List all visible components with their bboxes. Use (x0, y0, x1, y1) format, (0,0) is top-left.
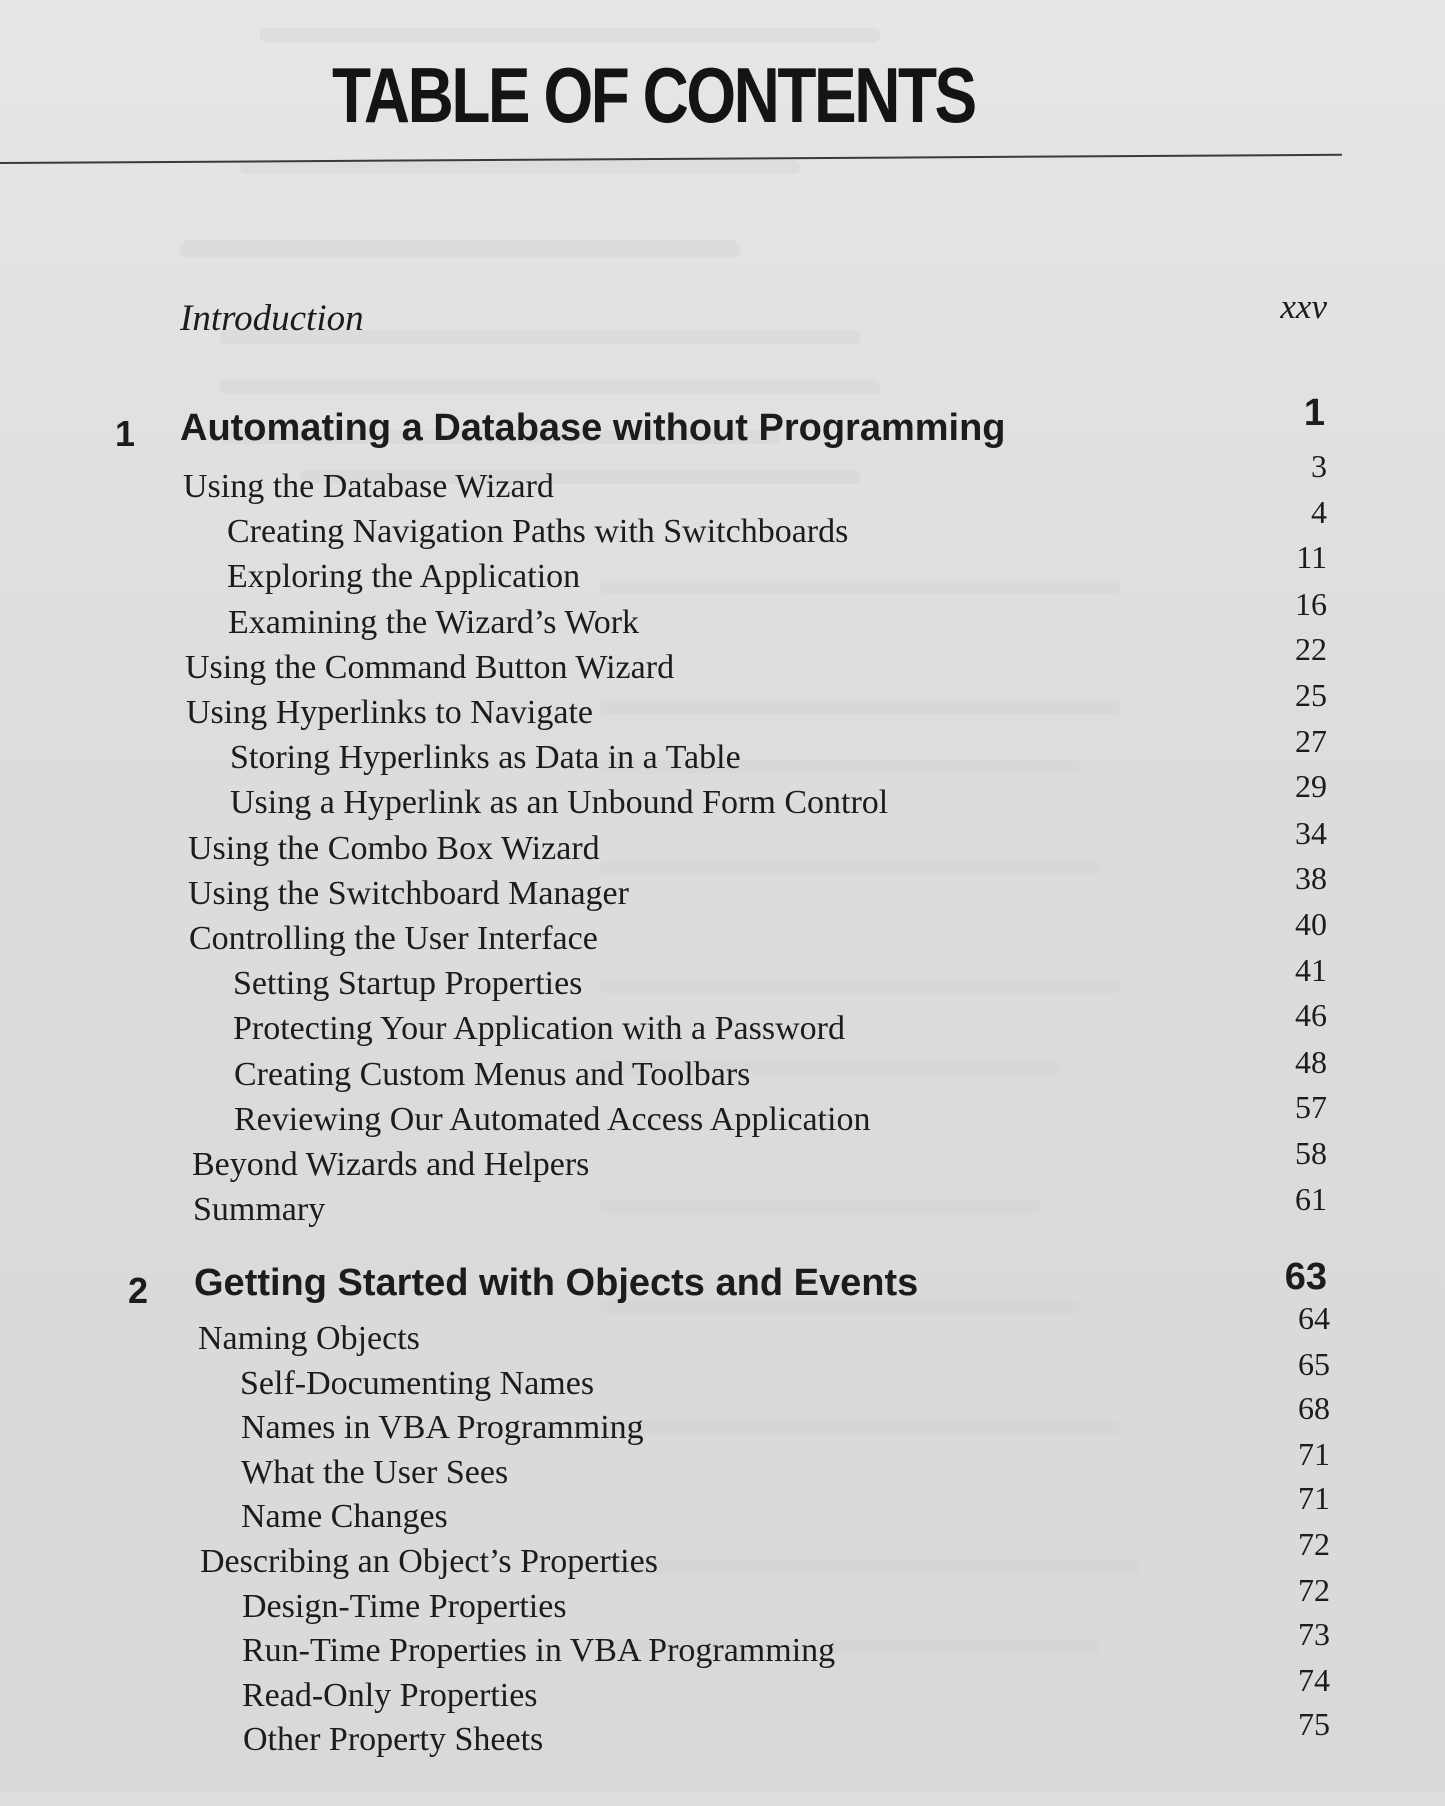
chapter-1-number: 1 (115, 413, 136, 454)
toc-entry-page: 11 (1296, 539, 1327, 576)
toc-entry-page: 72 (1298, 1526, 1330, 1562)
toc-entry-page: 27 (1295, 723, 1327, 760)
toc-entry-page: 58 (1295, 1135, 1327, 1171)
toc-entry-label: Protecting Your Application with a Password (233, 1010, 845, 1048)
chapter-2-title: Getting Started with Objects and Events (194, 1262, 919, 1304)
toc-entry-label: Creating Navigation Paths with Switchboards (227, 513, 849, 551)
toc-entry-label: Using the Combo Box Wizard (188, 829, 600, 867)
toc-entry-page: 72 (1298, 1571, 1330, 1608)
toc-entry-page: 71 (1298, 1480, 1330, 1517)
toc-entry-page: 48 (1295, 1043, 1327, 1080)
toc-entry-page: 64 (1298, 1300, 1330, 1336)
chapter-1-page: 1 (1303, 392, 1325, 434)
toc-entry-label: Design-Time Properties (242, 1587, 567, 1625)
toc-entry-page: 61 (1295, 1181, 1327, 1218)
toc-entry-label: Beyond Wizards and Helpers (192, 1146, 590, 1183)
introduction-label: Introduction (180, 298, 364, 339)
toc-entry-label: Using a Hyperlink as an Unbound Form Control (230, 784, 889, 822)
toc-entry-page: 46 (1295, 997, 1327, 1034)
toc-entry-label: Other Property Sheets (243, 1721, 544, 1759)
toc-entry-label: Describing an Object’s Properties (200, 1543, 658, 1580)
introduction-page: xxv (1280, 287, 1327, 326)
toc-entry-page: 29 (1295, 768, 1327, 805)
toc-entry-label: Read-Only Properties (242, 1676, 538, 1714)
toc-entry-label: Using the Switchboard Manager (188, 874, 629, 912)
toc-entry-label: Storing Hyperlinks as Data in a Table (230, 739, 741, 777)
toc-entry-page: 40 (1295, 906, 1327, 942)
toc-entry-label: What the User Sees (241, 1453, 509, 1491)
toc-entry-label: Exploring the Application (227, 558, 581, 596)
chapter-2-page: 63 (1284, 1256, 1327, 1298)
toc-entry-label: Naming Objects (198, 1320, 420, 1357)
toc-entry-page: 57 (1295, 1088, 1327, 1125)
toc-entry-label: Using the Command Button Wizard (185, 648, 675, 686)
chapter-1-title: Automating a Database without Programming (180, 407, 1006, 449)
page-title: TABLE OF CONTENTS (332, 51, 975, 139)
toc-entry-label: Summary (193, 1191, 326, 1229)
toc-entry-label: Examining the Wizard’s Work (228, 603, 640, 641)
title-rule (0, 154, 1342, 164)
chapter-2-number: 2 (128, 1270, 149, 1311)
toc-entry-label: Run-Time Properties in VBA Programming (242, 1632, 836, 1670)
toc-entry-label: Names in VBA Programming (241, 1409, 644, 1447)
toc-entry-page: 41 (1295, 952, 1327, 989)
toc-entry-page: 4 (1311, 494, 1327, 531)
toc-entry-page: 75 (1298, 1706, 1330, 1743)
toc-entry-label: Self-Documenting Names (240, 1364, 595, 1402)
toc-entry-page: 34 (1295, 814, 1327, 851)
toc-entry-label: Setting Startup Properties (233, 965, 583, 1003)
toc-entry-label: Using Hyperlinks to Navigate (186, 694, 593, 731)
toc-entry-label: Creating Custom Menus and Toolbars (234, 1055, 751, 1093)
toc-entry-page: 71 (1298, 1435, 1330, 1472)
toc-entry-page: 73 (1298, 1616, 1330, 1653)
toc-entry-page: 68 (1298, 1390, 1330, 1427)
toc-entry-label: Using the Database Wizard (183, 468, 554, 505)
toc-entry-page: 3 (1311, 448, 1327, 484)
toc-entry-label: Reviewing Our Automated Access Application (234, 1100, 871, 1138)
toc-entry-page: 16 (1295, 585, 1327, 622)
toc-entry-label: Name Changes (241, 1498, 448, 1536)
toc-entry-label: Controlling the User Interface (189, 920, 598, 957)
toc-entry-page: 38 (1295, 859, 1327, 896)
toc-entry-page: 25 (1295, 677, 1327, 713)
toc-entry-page: 65 (1298, 1345, 1330, 1382)
toc-entry-page: 22 (1295, 630, 1327, 667)
toc-entry-page: 74 (1298, 1661, 1330, 1698)
